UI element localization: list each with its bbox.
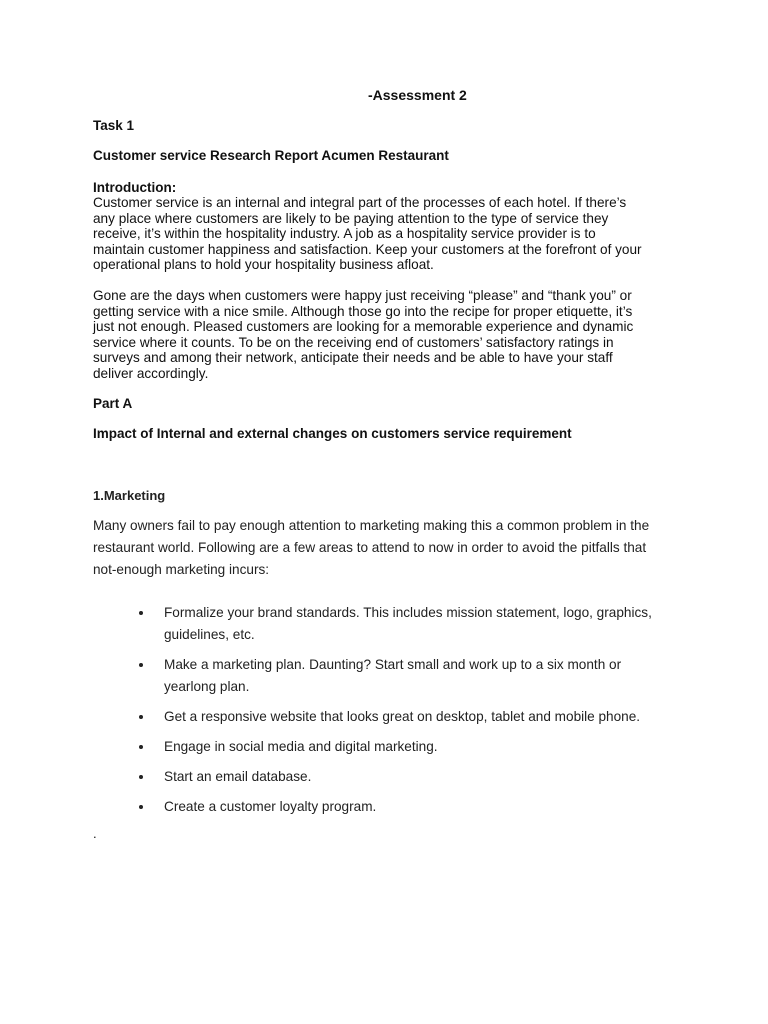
paragraph-line: Many owners fail to pay enough attention to marketing making this a common problem in the	[93, 518, 650, 533]
service-paragraph	[93, 288, 693, 382]
stray-period: .	[93, 826, 97, 841]
paragraph-line: Gone are the days when customers were happy just receiving “please” and “thank you” or	[93, 288, 632, 303]
paragraph-line: Customer service is an internal and integral part of the processes of each hotel. If there’s	[93, 195, 627, 210]
marketing-paragraph	[93, 515, 693, 581]
list-item: Start an email database.	[93, 766, 693, 788]
introduction-heading: Introduction:	[93, 180, 177, 195]
paragraph-line: receive, it’s within the hospitality industry. A job as a hospitality service provider is to	[93, 226, 596, 242]
bullet-icon	[139, 805, 143, 809]
bullet-icon	[139, 663, 143, 667]
introduction-paragraph	[93, 195, 693, 273]
list-item: Formalize your brand standards. This includes mission statement, logo, graphics, guidelines, etc.	[93, 602, 693, 646]
bullet-icon	[139, 745, 143, 749]
list-item: Create a customer loyalty program.	[93, 796, 693, 818]
paragraph-line: getting service with a nice smile. Although those go into the recipe for proper etiquette, it’s	[93, 303, 633, 319]
paragraph-line: just not enough. Pleased customers are looking for a memorable experience and dynamic	[93, 319, 634, 335]
part-a-subheading: Impact of Internal and external changes on customers service requirement	[93, 426, 572, 441]
bullet-icon	[139, 611, 143, 615]
paragraph-line: service where it counts. To be on the receiving end of customers’ satisfactory ratings in	[93, 334, 614, 350]
bullet-icon	[139, 775, 143, 779]
bullet-icon	[139, 715, 143, 719]
task-heading: Task 1	[93, 118, 135, 133]
paragraph-line: maintain customer happiness and satisfaction. Keep your customers at the forefront of your	[93, 241, 642, 257]
list-item: Make a marketing plan. Daunting? Start small and work up to a six month or yearlong plan.	[93, 654, 693, 698]
paragraph-line: surveys and among their network, anticipate their needs and be able to have your staff	[93, 350, 613, 366]
paragraph-line: any place where customers are likely to be paying attention to the type of service they	[93, 210, 609, 226]
paragraph-line: restaurant world. Following are a few areas to attend to now in order to avoid the pitfalls that	[93, 540, 647, 555]
paragraph-line: deliver accordingly.	[93, 365, 209, 381]
marketing-bullet-list	[93, 602, 693, 818]
paragraph-line: operational plans to hold your hospitality business afloat.	[93, 257, 434, 273]
list-item: Engage in social media and digital marketing.	[93, 736, 693, 758]
paragraph-line: not-enough marketing incurs:	[93, 562, 270, 577]
part-a-heading: Part A	[93, 396, 133, 411]
document-title: -Assessment 2	[368, 87, 467, 103]
section-heading-marketing: 1.Marketing	[93, 488, 166, 503]
list-item: Get a responsive website that looks great on desktop, tablet and mobile phone.	[93, 706, 693, 728]
report-title: Customer service Research Report Acumen Restaurant	[93, 148, 449, 163]
